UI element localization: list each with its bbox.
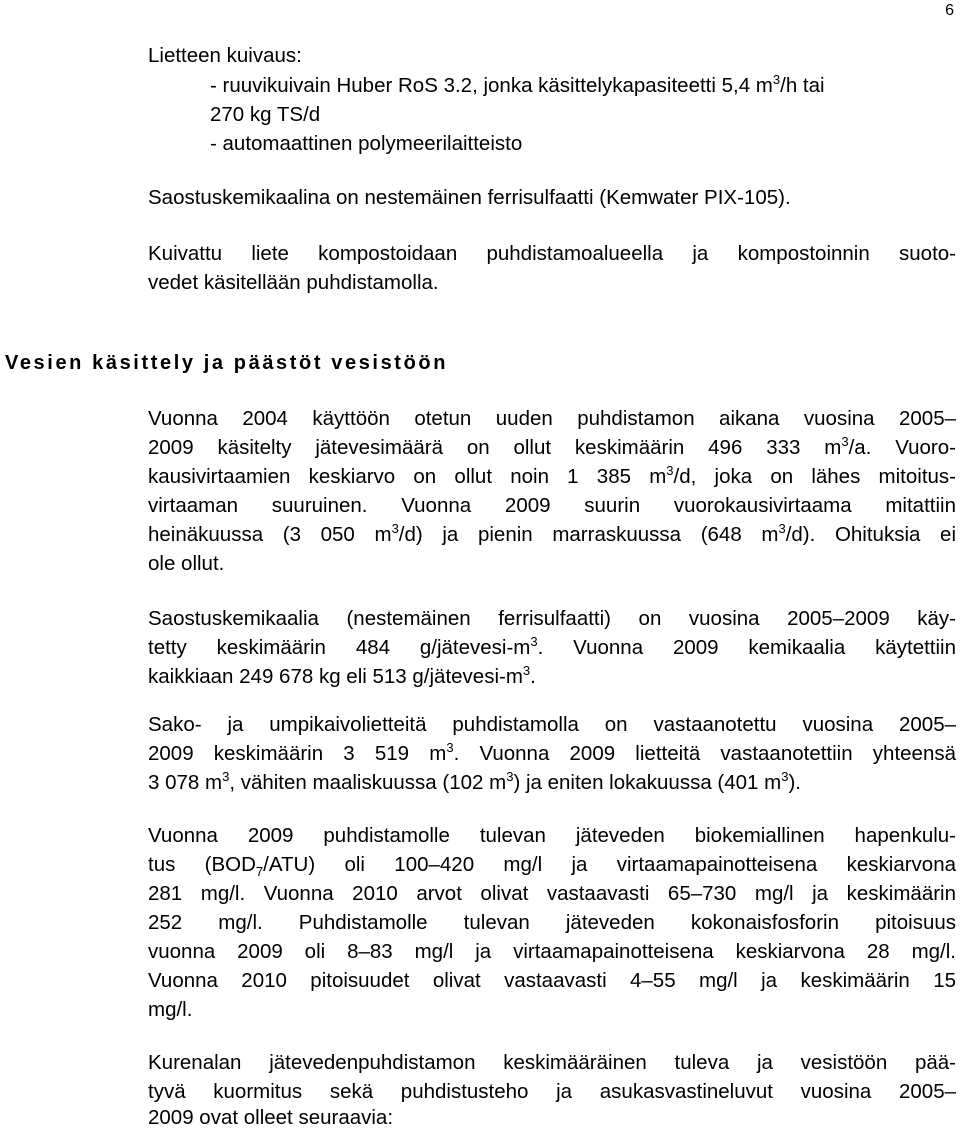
superscript: 3 <box>446 740 454 756</box>
load-line-3: 2009 ovat olleet seuraavia: <box>148 1106 394 1129</box>
sludge-title: Lietteen kuivaus: <box>148 44 302 67</box>
superscript: 3 <box>778 521 786 537</box>
sludge-item-1 <box>210 74 825 98</box>
bod-line-3: 281 mg/l. Vuonna 2010 arvot olivat vastaavasti 65–730 mg/l ja keskimäärin <box>148 882 956 905</box>
septic-line-2b: . Vuonna 2009 lietteitä vastaanotettiin yhteensä <box>453 742 956 765</box>
bod-line-2 <box>148 853 956 880</box>
superscript: 3 <box>841 434 849 450</box>
bod-line-2b: /ATU) oli 100–420 mg/l ja virtaamapainotteisena keskiarvona <box>263 853 956 876</box>
chemuse-line-1: Saostuskemikaalia (nestemäinen ferrisulfaatti) on vuosina 2005–2009 käy- <box>148 607 956 630</box>
flow-line-2b: /a. Vuoro- <box>848 436 956 459</box>
bod-line-7: mg/l. <box>148 998 193 1021</box>
chemuse-line-3 <box>148 665 536 689</box>
bod-line-5: vuonna 2009 oli 8–83 mg/l ja virtaamapainotteisena keskiarvona 28 mg/l. <box>148 940 956 963</box>
septic-line-1: Sako- ja umpikaivolietteitä puhdistamolla on vastaanotettu vuosina 2005– <box>148 713 956 736</box>
superscript: 3 <box>781 769 789 785</box>
chemuse-line-2b: . Vuonna 2009 kemikaalia käytettiin <box>537 636 957 659</box>
septic-line-2 <box>148 742 956 766</box>
superscript: 3 <box>222 769 230 785</box>
superscript: 3 <box>506 769 514 785</box>
bod-line-1: Vuonna 2009 puhdistamolle tulevan jäteveden biokemiallinen hapenkulu- <box>148 824 956 847</box>
flow-line-5b: /d) ja pienin marraskuussa (648 m <box>398 523 779 546</box>
section-heading: Vesien käsittely ja päästöt vesistöön <box>5 352 449 374</box>
sludge-item-1-tail: /h tai <box>780 74 825 97</box>
bod-line-6: Vuonna 2010 pitoisuudet olivat vastaavasti 4–55 mg/l ja keskimäärin 15 <box>148 969 956 992</box>
page-number: 6 <box>945 2 954 19</box>
septic-line-2a: 2009 keskimäärin 3 519 m <box>148 742 447 765</box>
sludge-item-1-cont: 270 kg TS/d <box>210 103 321 126</box>
sludge-item-1-text: - ruuvikuivain Huber RoS 3.2, jonka käsittelykapasiteetti 5,4 m <box>210 74 773 97</box>
flow-line-5 <box>148 523 956 547</box>
load-line-2: tyvä kuormitus sekä puhdistusteho ja asukasvastineluvut vuosina 2005– <box>148 1080 956 1103</box>
chemuse-line-2a: tetty keskimäärin 484 g/jätevesi-m <box>148 636 531 659</box>
load-line-1: Kurenalan jätevedenpuhdistamon keskimääräinen tuleva ja vesistöön pää- <box>148 1051 956 1074</box>
flow-line-1: Vuonna 2004 käyttöön otetun uuden puhdistamon aikana vuosina 2005– <box>148 407 956 430</box>
chemuse-line-2 <box>148 636 956 660</box>
flow-line-3 <box>148 465 956 489</box>
compost-line-1: Kuivattu liete kompostoidaan puhdistamoalueella ja kompostoinnin suoto- <box>148 242 956 265</box>
chemical-paragraph: Saostuskemikaalina on nestemäinen ferrisulfaatti (Kemwater PIX-105). <box>148 186 791 209</box>
chemuse-line-3a: kaikkiaan 249 678 kg eli 513 g/jätevesi-m <box>148 665 523 688</box>
septic-line-3b: , vähiten maaliskuussa (102 m <box>229 771 507 794</box>
flow-line-6: ole ollut. <box>148 552 225 575</box>
superscript: 3 <box>666 463 674 479</box>
septic-line-3d: ). <box>788 771 801 794</box>
subscript: 7 <box>255 864 264 880</box>
flow-line-5c: /d). Ohituksia ei <box>785 523 957 546</box>
bod-line-4: 252 mg/l. Puhdistamolle tulevan jäteveden kokonaisfosforin pitoisuus <box>148 911 956 934</box>
flow-line-4: virtaaman suuruinen. Vuonna 2009 suurin vuorokausivirtaama mitattiin <box>148 494 956 517</box>
septic-line-3c: ) ja eniten lokakuussa (401 m <box>513 771 782 794</box>
septic-line-3 <box>148 771 801 795</box>
superscript: 3 <box>522 663 531 679</box>
flow-line-5a: heinäkuussa (3 050 m <box>148 523 392 546</box>
flow-line-3a: kausivirtaamien keskiarvo on ollut noin 1 385 m <box>148 465 667 488</box>
superscript: 3 <box>530 634 538 650</box>
septic-line-3a: 3 078 m <box>148 771 223 794</box>
superscript: 3 <box>772 72 781 88</box>
sludge-item-2: - automaattinen polymeerilaitteisto <box>210 132 523 155</box>
superscript: 3 <box>391 521 399 537</box>
chemuse-line-3b: . <box>530 665 536 688</box>
flow-line-2a: 2009 käsitelty jätevesimäärä on ollut keskimäärin 496 333 m <box>148 436 842 459</box>
flow-line-2 <box>148 436 956 460</box>
compost-line-2: vedet käsitellään puhdistamolla. <box>148 271 439 294</box>
bod-line-2a: tus (BOD <box>148 853 256 876</box>
flow-line-3b: /d, joka on lähes mitoitus- <box>673 465 956 488</box>
